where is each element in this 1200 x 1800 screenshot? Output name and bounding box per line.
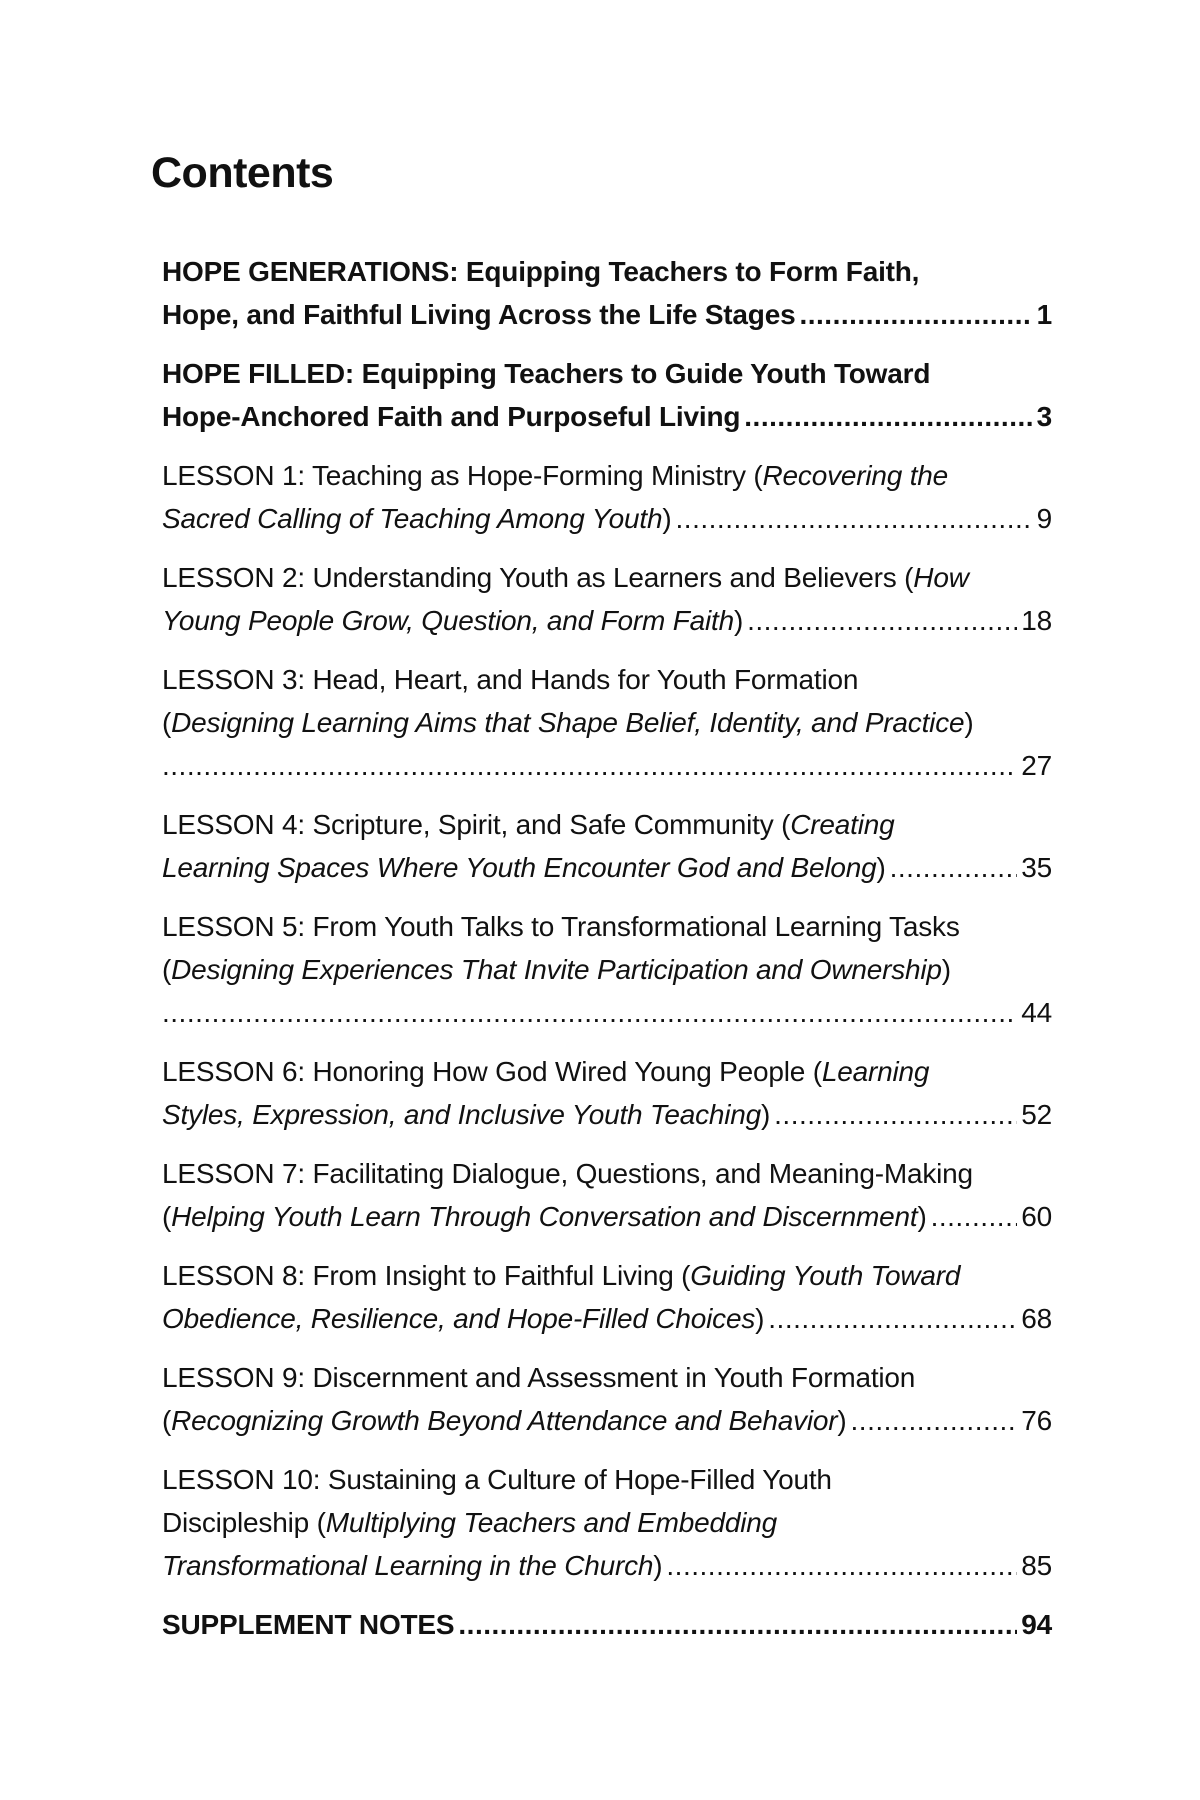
toc-entry-subtitle: How xyxy=(913,562,969,593)
toc-entry-lesson-4[interactable]: LESSON 4: Scripture, Spirit, and Safe Community (Creating Learning Spaces Where Youth Encounter God and Belong) ..... 35 xyxy=(162,803,1052,889)
toc-entry-subtitle: Helping Youth Learn Through Conversation and Discernment xyxy=(171,1201,918,1232)
toc-entry-title: HOPE FILLED: Equipping Teachers to Guide Youth Toward xyxy=(162,358,931,389)
toc-entry-title: LESSON 7: Facilitating Dialogue, Questions, and Meaning-Making xyxy=(162,1158,973,1189)
toc-entry-subtitle: Recovering the xyxy=(762,460,949,491)
toc-entry-subtitle-cont: Obedience, Resilience, and Hope-Filled Choices xyxy=(162,1303,756,1334)
dot-leader xyxy=(162,744,1017,787)
toc-entry-hope-generations[interactable] xyxy=(162,250,1052,336)
toc-entry-lesson-5[interactable]: LESSON 5: From Youth Talks to Transformational Learning Tasks (Designing Experiences That Invite Participation and Ownership) ..... 44 xyxy=(162,905,1052,1034)
toc-entry-lesson-2[interactable]: LESSON 2: Understanding Youth as Learners and Believers (How Young People Grow, Question, and Form Faith) ..... 18 xyxy=(162,556,1052,642)
dot-leader xyxy=(747,599,1017,642)
toc-entry-subtitle: Guiding Youth Toward xyxy=(690,1260,961,1291)
toc-entry-lesson-10[interactable]: LESSON 10: Sustaining a Culture of Hope-Filled Youth Discipleship (Multiplying Teachers and Embedding Transformational Learning in the Church) ..... 85 xyxy=(162,1458,1052,1587)
toc-entry-subtitle: Creating xyxy=(790,809,895,840)
toc-entry-lesson-6[interactable]: LESSON 6: Honoring How God Wired Young People (Learning Styles, Expression, and Inclusive Youth Teaching) ..... 52 xyxy=(162,1050,1052,1136)
toc-entry-subtitle-cont: Styles, Expression, and Inclusive Youth Teaching xyxy=(162,1099,762,1130)
toc-entry-title: LESSON 5: From Youth Talks to Transformational Learning Tasks xyxy=(162,911,960,942)
toc-entry-subtitle-cont: Transformational Learning in the Church xyxy=(162,1550,654,1581)
toc-entry-lesson-3[interactable]: LESSON 3: Head, Heart, and Hands for Youth Formation (Designing Learning Aims that Shape Belief, Identity, and Practice) ..... 27 xyxy=(162,658,1052,787)
dot-leader xyxy=(162,991,1017,1034)
dot-leader xyxy=(458,1603,1017,1646)
toc-entry-subtitle: Designing Experiences That Invite Participation and Ownership xyxy=(171,954,942,985)
toc-page-number: 44 xyxy=(1021,997,1052,1028)
dot-leader xyxy=(676,497,1033,540)
toc-page-number: 18 xyxy=(1021,605,1052,636)
dot-leader xyxy=(768,1297,1017,1340)
toc-page-number: 60 xyxy=(1021,1201,1052,1232)
toc-entry-subtitle: Designing Learning Aims that Shape Belief, Identity, and Practice xyxy=(171,707,965,738)
toc-page-number: 9 xyxy=(1036,503,1052,534)
toc-entry-title: LESSON 10: Sustaining a Culture of Hope-Filled Youth xyxy=(162,1464,832,1495)
dot-leader xyxy=(931,1195,1018,1238)
toc-page-number: 35 xyxy=(1021,852,1052,883)
toc-entry-title: LESSON 9: Discernment and Assessment in Youth Formation xyxy=(162,1362,916,1393)
toc-page-number: 85 xyxy=(1021,1550,1052,1581)
toc-entry-title: LESSON 4: Scripture, Spirit, and Safe Community ( xyxy=(162,809,791,840)
toc-entry-subtitle: Learning xyxy=(821,1056,930,1087)
toc-page-number: 76 xyxy=(1021,1405,1052,1436)
dot-leader xyxy=(851,1399,1018,1442)
toc-entry-title-cont: Hope, and Faithful Living Across the Life Stages xyxy=(162,299,796,330)
toc-entry-lesson-1[interactable]: LESSON 1: Teaching as Hope-Forming Ministry (Recovering the Sacred Calling of Teaching Among Youth) ..... 9 xyxy=(162,454,1052,540)
toc-page-number: 52 xyxy=(1021,1099,1052,1130)
dot-leader xyxy=(774,1093,1017,1136)
toc-entry-title-cont: Hope-Anchored Faith and Purposeful Living xyxy=(162,401,741,432)
toc-page-number: 68 xyxy=(1021,1303,1052,1334)
toc-entry-hope-filled[interactable] xyxy=(162,352,1052,438)
toc-entry-lesson-8[interactable]: LESSON 8: From Insight to Faithful Living (Guiding Youth Toward Obedience, Resilience, and Hope-Filled Choices) ..... 68 xyxy=(162,1254,1052,1340)
toc-page-number: 94 xyxy=(1021,1609,1052,1640)
toc-entry-title: LESSON 6: Honoring How God Wired Young People ( xyxy=(162,1056,822,1087)
toc-entry-title: LESSON 2: Understanding Youth as Learners and Believers ( xyxy=(162,562,914,593)
toc-entry-title: HOPE GENERATIONS: Equipping Teachers to Form Faith, xyxy=(162,256,920,287)
dot-leader xyxy=(666,1544,1017,1587)
toc-entry-title: LESSON 3: Head, Heart, and Hands for Youth Formation xyxy=(162,664,859,695)
toc-entry-subtitle-cont: Learning Spaces Where Youth Encounter God and Belong xyxy=(162,852,877,883)
toc-entry-title: SUPPLEMENT NOTES xyxy=(162,1609,455,1640)
toc-entry-supplement-notes[interactable] xyxy=(162,1603,1052,1646)
dot-leader xyxy=(890,846,1018,889)
toc-entry-lesson-9[interactable]: LESSON 9: Discernment and Assessment in Youth Formation (Recognizing Growth Beyond Attendance and Behavior) ..... 76 xyxy=(162,1356,1052,1442)
toc-page-number: 3 xyxy=(1036,401,1052,432)
toc-entry-title: LESSON 1: Teaching as Hope-Forming Ministry ( xyxy=(162,460,763,491)
toc-entry-title: LESSON 8: From Insight to Faithful Living ( xyxy=(162,1260,691,1291)
page-title: Contents xyxy=(151,149,334,197)
toc-entry-subtitle-cont: Sacred Calling of Teaching Among Youth xyxy=(162,503,663,534)
dot-leader xyxy=(744,395,1032,438)
toc-entry-subtitle: Recognizing Growth Beyond Attendance and Behavior xyxy=(171,1405,838,1436)
toc-page-number: 1 xyxy=(1036,299,1052,330)
dot-leader xyxy=(799,293,1032,336)
toc-entry-subtitle-cont: Young People Grow, Question, and Form Faith xyxy=(162,605,734,636)
toc-page-number: 27 xyxy=(1021,750,1052,781)
table-of-contents xyxy=(162,250,1052,1662)
toc-entry-lesson-7[interactable]: LESSON 7: Facilitating Dialogue, Questions, and Meaning-Making (Helping Youth Learn Through Conversation and Discernment) ..... 60 xyxy=(162,1152,1052,1238)
toc-entry-subtitle: Multiplying Teachers and Embedding xyxy=(325,1507,778,1538)
